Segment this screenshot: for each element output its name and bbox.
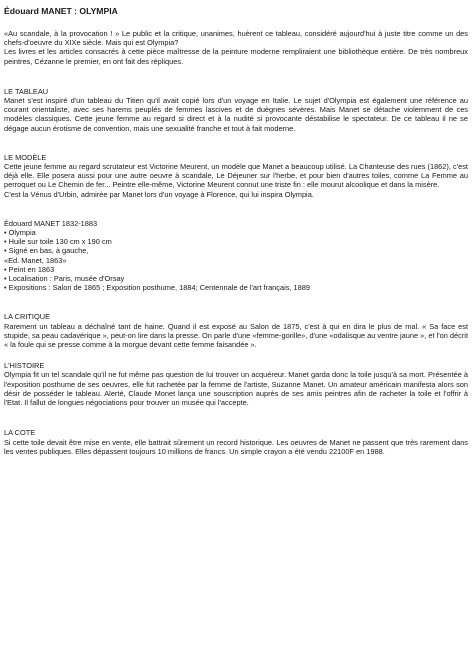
section-histoire	[4, 361, 468, 407]
section-text-critique: Rarement un tableau a déchaîné tant de haine. Quand il est exposé au Salon de 1875, c'est à qui en dira le plus de mal. « Sa face est stupide, sa peau cadavérique », peut-on lire dans la presse. On parle d'une «femme-gorille», d'une «odalisque au ventre jaune », et l'on décrit « la foule qui se presse comme à la morgue devant cette femme faisandée ».	[4, 321, 468, 350]
artwork-detail-item: • Expositions : Salon de 1865 ; Exposition posthume, 1884; Centennale de l'art français, 1889	[4, 283, 310, 293]
section-text-modele-2: C'est la Vénus d'Urbin, admirée par Manet lors d'un voyage à Florence, qui lui inspira Olympia.	[4, 189, 314, 199]
section-heading-histoire: L'HISTOIRE	[4, 361, 45, 371]
section-heading-critique: LA CRITIQUE	[4, 312, 50, 322]
document-title: Édouard MANET : OLYMPIA	[4, 6, 118, 16]
artwork-details-heading: Édouard MANET 1832-1883	[4, 218, 98, 228]
section-text-histoire: Olympia fit un tel scandale qu'il ne fut même pas question de lui trouver un acquéreur. Manet garda donc la toile jusqu'à sa mort. Présentée à l'exposition posthume de ses oeuvres, elle fut rachetée par la femme de l'artiste, Suzanne Manet. Un amateur américain manifesta alors son désir de posséder le tableau. Alerté, Claude Monet lança une souscription auprès de ses amis peintres afin de racheter la toile et l'offrir à l'Etat. Il fallut de longues négociations pour trouver un musée qui l'accepte.	[4, 370, 468, 408]
section-heading-modele: LE MODÈLE	[4, 152, 47, 162]
section-modele	[4, 153, 468, 199]
intro-paragraph-2: Les livres et les articles consacrés à cette pièce maîtresse de la peinture moderne rempliraient une bibliothèque entière. De très nombreux peintres, Cézanne le premier, en ont fait des répliques.	[4, 47, 468, 66]
section-cote	[4, 428, 468, 456]
section-tableau	[4, 87, 468, 133]
section-fiche	[4, 219, 468, 293]
artwork-detail-item: • Localisation : Paris, musée d'Orsay	[4, 274, 125, 284]
section-text-cote: Si cette toile devait être mise en vente, elle battrait sûrement un record historique. Les oeuvres de Manet ne passent que très rarement dans les ventes publiques. Elles dépassent toujours 10 millions de francs. Un simple crayon a été vendu 22100F en 1988.	[4, 437, 468, 456]
artwork-detail-item: • Olympia	[4, 228, 36, 238]
artwork-detail-item: • Peint en 1863	[4, 264, 55, 274]
section-heading-tableau: LE TABLEAU	[4, 86, 49, 96]
document-page	[4, 6, 468, 456]
intro-paragraph-1: «Au scandale, à la provocation ! » Le public et la critique, unanimes, huèrent ce tableau, considéré aujourd'hui à juste titre comme un des chefs-d'oeuvre du XIXe siècle. Mais qui est Olympia?	[4, 29, 468, 48]
artwork-detail-item: • Signé en bas, à gauche,	[4, 246, 89, 256]
artwork-detail-item: «Ed. Manet, 1863»	[4, 255, 67, 265]
section-heading-cote: LA COTE	[4, 428, 36, 438]
section-text-tableau: Manet s'est inspiré d'un tableau du Titien qu'il avait copié lors d'un voyage en Italie. Le sujet d'Olympia est également une référence au courant orientaliste, avec ses harems peuplés de femmes lascives et de duègnes sévères. Mais Manet se détache violemment de ces modèles classiques. Cette jeune femme au regard si direct et à la nudité si provocante déstabilise le spectateur. De ce tableau il ne se dégage aucun érotisme de convention, mais une sexualité franche et tout à fait moderne.	[4, 96, 468, 133]
artwork-detail-item: • Huile sur toile 130 cm x 190 cm	[4, 237, 112, 247]
artwork-details-list	[4, 228, 468, 292]
section-critique	[4, 312, 468, 349]
section-text-modele: Cette jeune femme au regard scrutateur est Victorine Meurent, un modèle que Manet a beaucoup utilisé. La Chanteuse des rues (1862), c'est déjà elle. Elle posera aussi pour une autre oeuvre à scandale, Le Déjeuner sur l'herbe, et pour bien d'autres toiles, comme La Femme au perroquet ou Le Chemin de fer... Peintre elle-même, Victorine Meurent connut une triste fin : elle mourut alcoolique et dans la misère.	[4, 162, 468, 190]
